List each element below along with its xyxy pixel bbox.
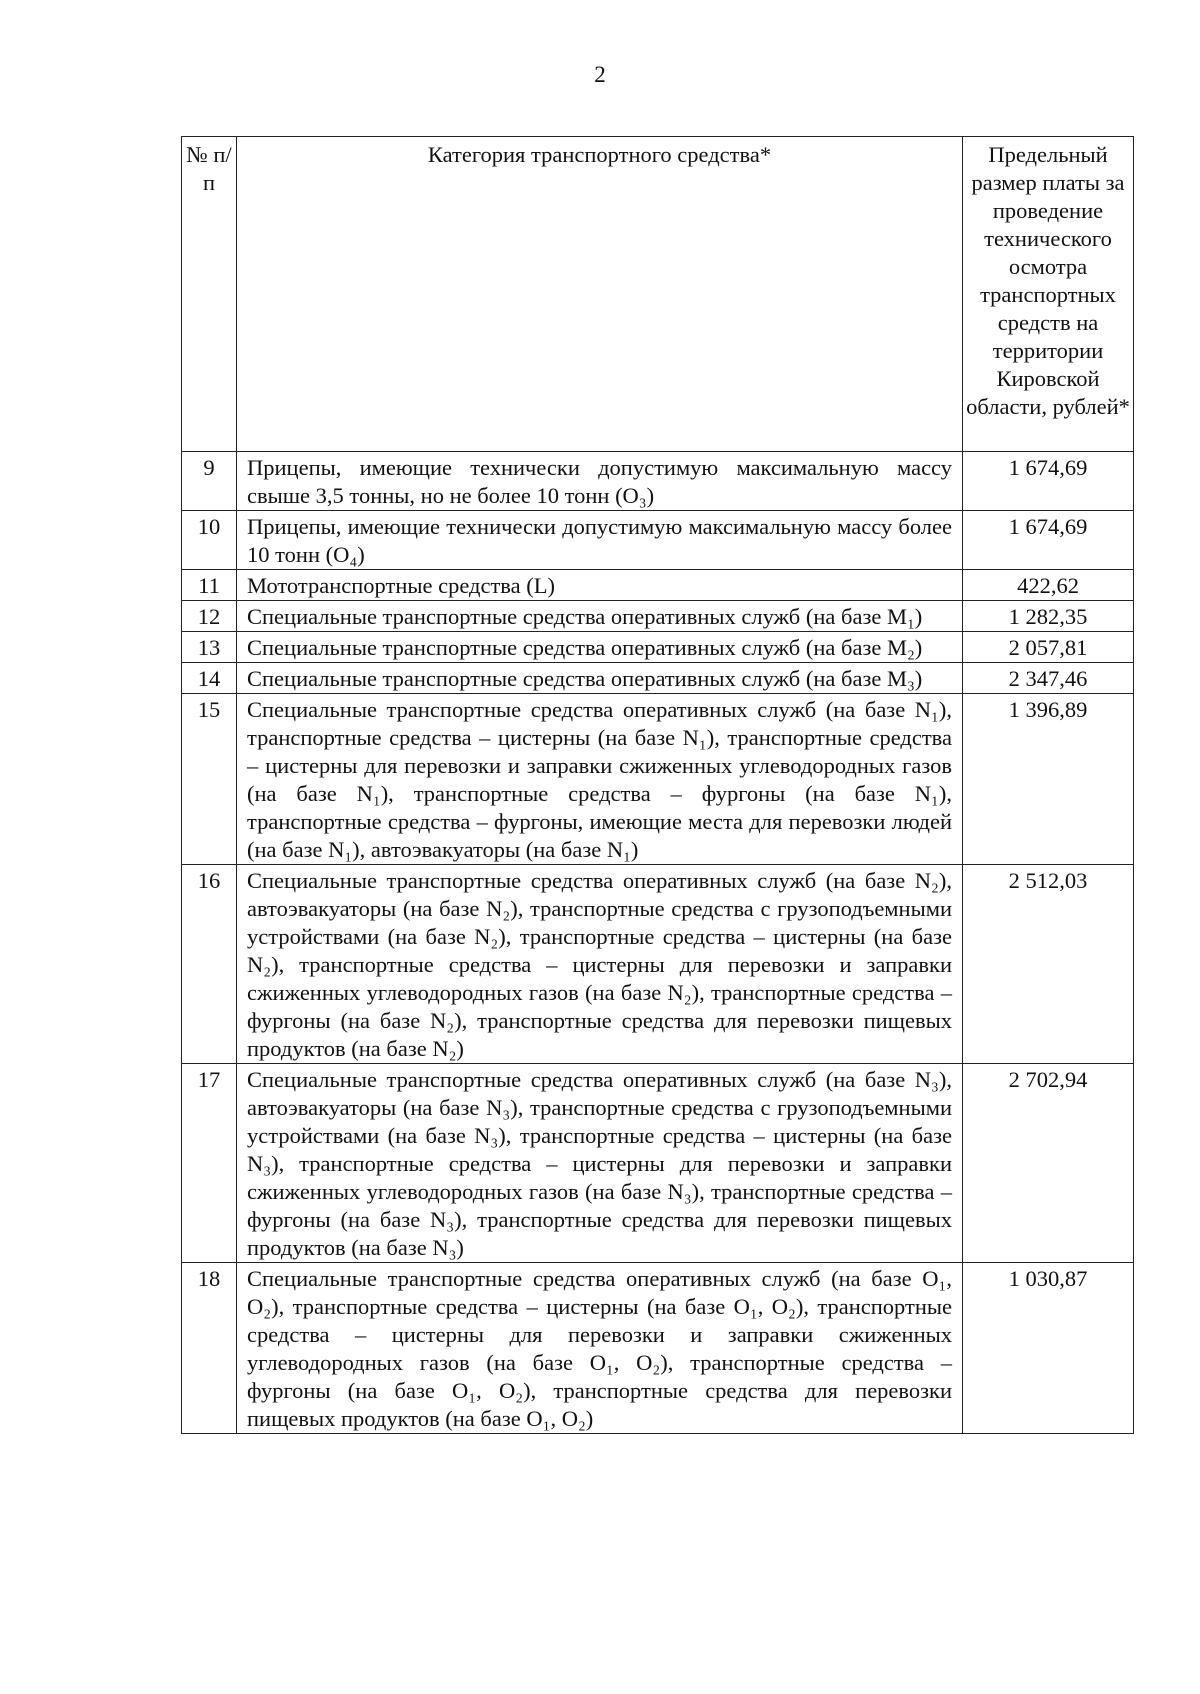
row-number: 13 xyxy=(182,632,237,663)
row-fee: 1 030,87 xyxy=(963,1263,1134,1434)
table-row xyxy=(182,865,1134,1064)
fee-table xyxy=(181,136,1134,1434)
row-category: Специальные транспортные средства оперативных служб (на базе N₂), автоэвакуаторы (на базе N₂), транспортные средства с грузоподъемными устройствами (на базе N₂), транспортные средства – цистерны (на базе N₂), транспортные средства – цистерны для перевозки и заправки сжиженных углеводородных газов (на базе N₂), транспортные средства – фургоны (на базе N₂), транспортные средства для перевозки пищевых продуктов (на базе N₂) xyxy=(237,865,963,1064)
row-fee: 2 702,94 xyxy=(963,1064,1134,1263)
row-number: 12 xyxy=(182,601,237,632)
table-row xyxy=(182,452,1134,511)
table-header-row xyxy=(182,137,1134,452)
row-category: Специальные транспортные средства оперативных служб (на базе M₂) xyxy=(237,632,963,663)
row-category: Мототранспортные средства (L) xyxy=(237,570,963,601)
row-fee: 1 674,69 xyxy=(963,511,1134,570)
table-row xyxy=(182,601,1134,632)
row-category: Прицепы, имеющие технически допустимую максимальную массу более 10 тонн (O₄) xyxy=(237,511,963,570)
table-row xyxy=(182,663,1134,694)
table-row xyxy=(182,511,1134,570)
row-fee: 422,62 xyxy=(963,570,1134,601)
table-row xyxy=(182,570,1134,601)
row-number: 10 xyxy=(182,511,237,570)
row-category: Специальные транспортные средства оперативных служб (на базе N₁), транспортные средства – цистерны (на базе N₁), транспортные средства – цистерны для перевозки и заправки сжиженных углеводородных газов (на базе N₁), транспортные средства – фургоны (на базе N₁), транспортные средства – фургоны, имеющие места для перевозки людей (на базе N₁), автоэвакуаторы (на базе N₁) xyxy=(237,694,963,865)
header-fee: Предельный размер платы за проведение технического осмотра транспортных средств на территории Кировской области, рублей* xyxy=(963,137,1134,452)
row-category: Специальные транспортные средства оперативных служб (на базе N₃), автоэвакуаторы (на базе N₃), транспортные средства с грузоподъемными устройствами (на базе N₃), транспортные средства – цистерны (на базе N₃), транспортные средства – цистерны для перевозки и заправки сжиженных углеводородных газов (на базе N₃), транспортные средства – фургоны (на базе N₃), транспортные средства для перевозки пищевых продуктов (на базе N₃) xyxy=(237,1064,963,1263)
row-fee: 2 057,81 xyxy=(963,632,1134,663)
row-number: 16 xyxy=(182,865,237,1064)
row-fee: 2 347,46 xyxy=(963,663,1134,694)
header-number: № п/п xyxy=(182,137,237,452)
row-number: 9 xyxy=(182,452,237,511)
header-category: Категория транспортного средства* xyxy=(237,137,963,452)
row-category: Специальные транспортные средства оперативных служб (на базе M₃) xyxy=(237,663,963,694)
row-fee: 1 282,35 xyxy=(963,601,1134,632)
row-number: 11 xyxy=(182,570,237,601)
row-fee: 2 512,03 xyxy=(963,865,1134,1064)
row-number: 17 xyxy=(182,1064,237,1263)
row-category: Специальные транспортные средства оперативных служб (на базе O₁, O₂), транспортные средства – цистерны (на базе O₁, O₂), транспортные средства – цистерны для перевозки и заправки сжиженных углеводородных газов (на базе O₁, O₂), транспортные средства – фургоны (на базе O₁, O₂), транспортные средства для перевозки пищевых продуктов (на базе O₁, O₂) xyxy=(237,1263,963,1434)
table-row xyxy=(182,1263,1134,1434)
row-number: 18 xyxy=(182,1263,237,1434)
table-row xyxy=(182,1064,1134,1263)
row-fee: 1 674,69 xyxy=(963,452,1134,511)
table-row xyxy=(182,694,1134,865)
row-number: 15 xyxy=(182,694,237,865)
table-row xyxy=(182,632,1134,663)
row-category: Прицепы, имеющие технически допустимую максимальную массу свыше 3,5 тонны, но не более 10 тонн (O₃) xyxy=(237,452,963,511)
row-number: 14 xyxy=(182,663,237,694)
row-fee: 1 396,89 xyxy=(963,694,1134,865)
row-category: Специальные транспортные средства оперативных служб (на базе M₁) xyxy=(237,601,963,632)
page-number: 2 xyxy=(594,62,606,87)
